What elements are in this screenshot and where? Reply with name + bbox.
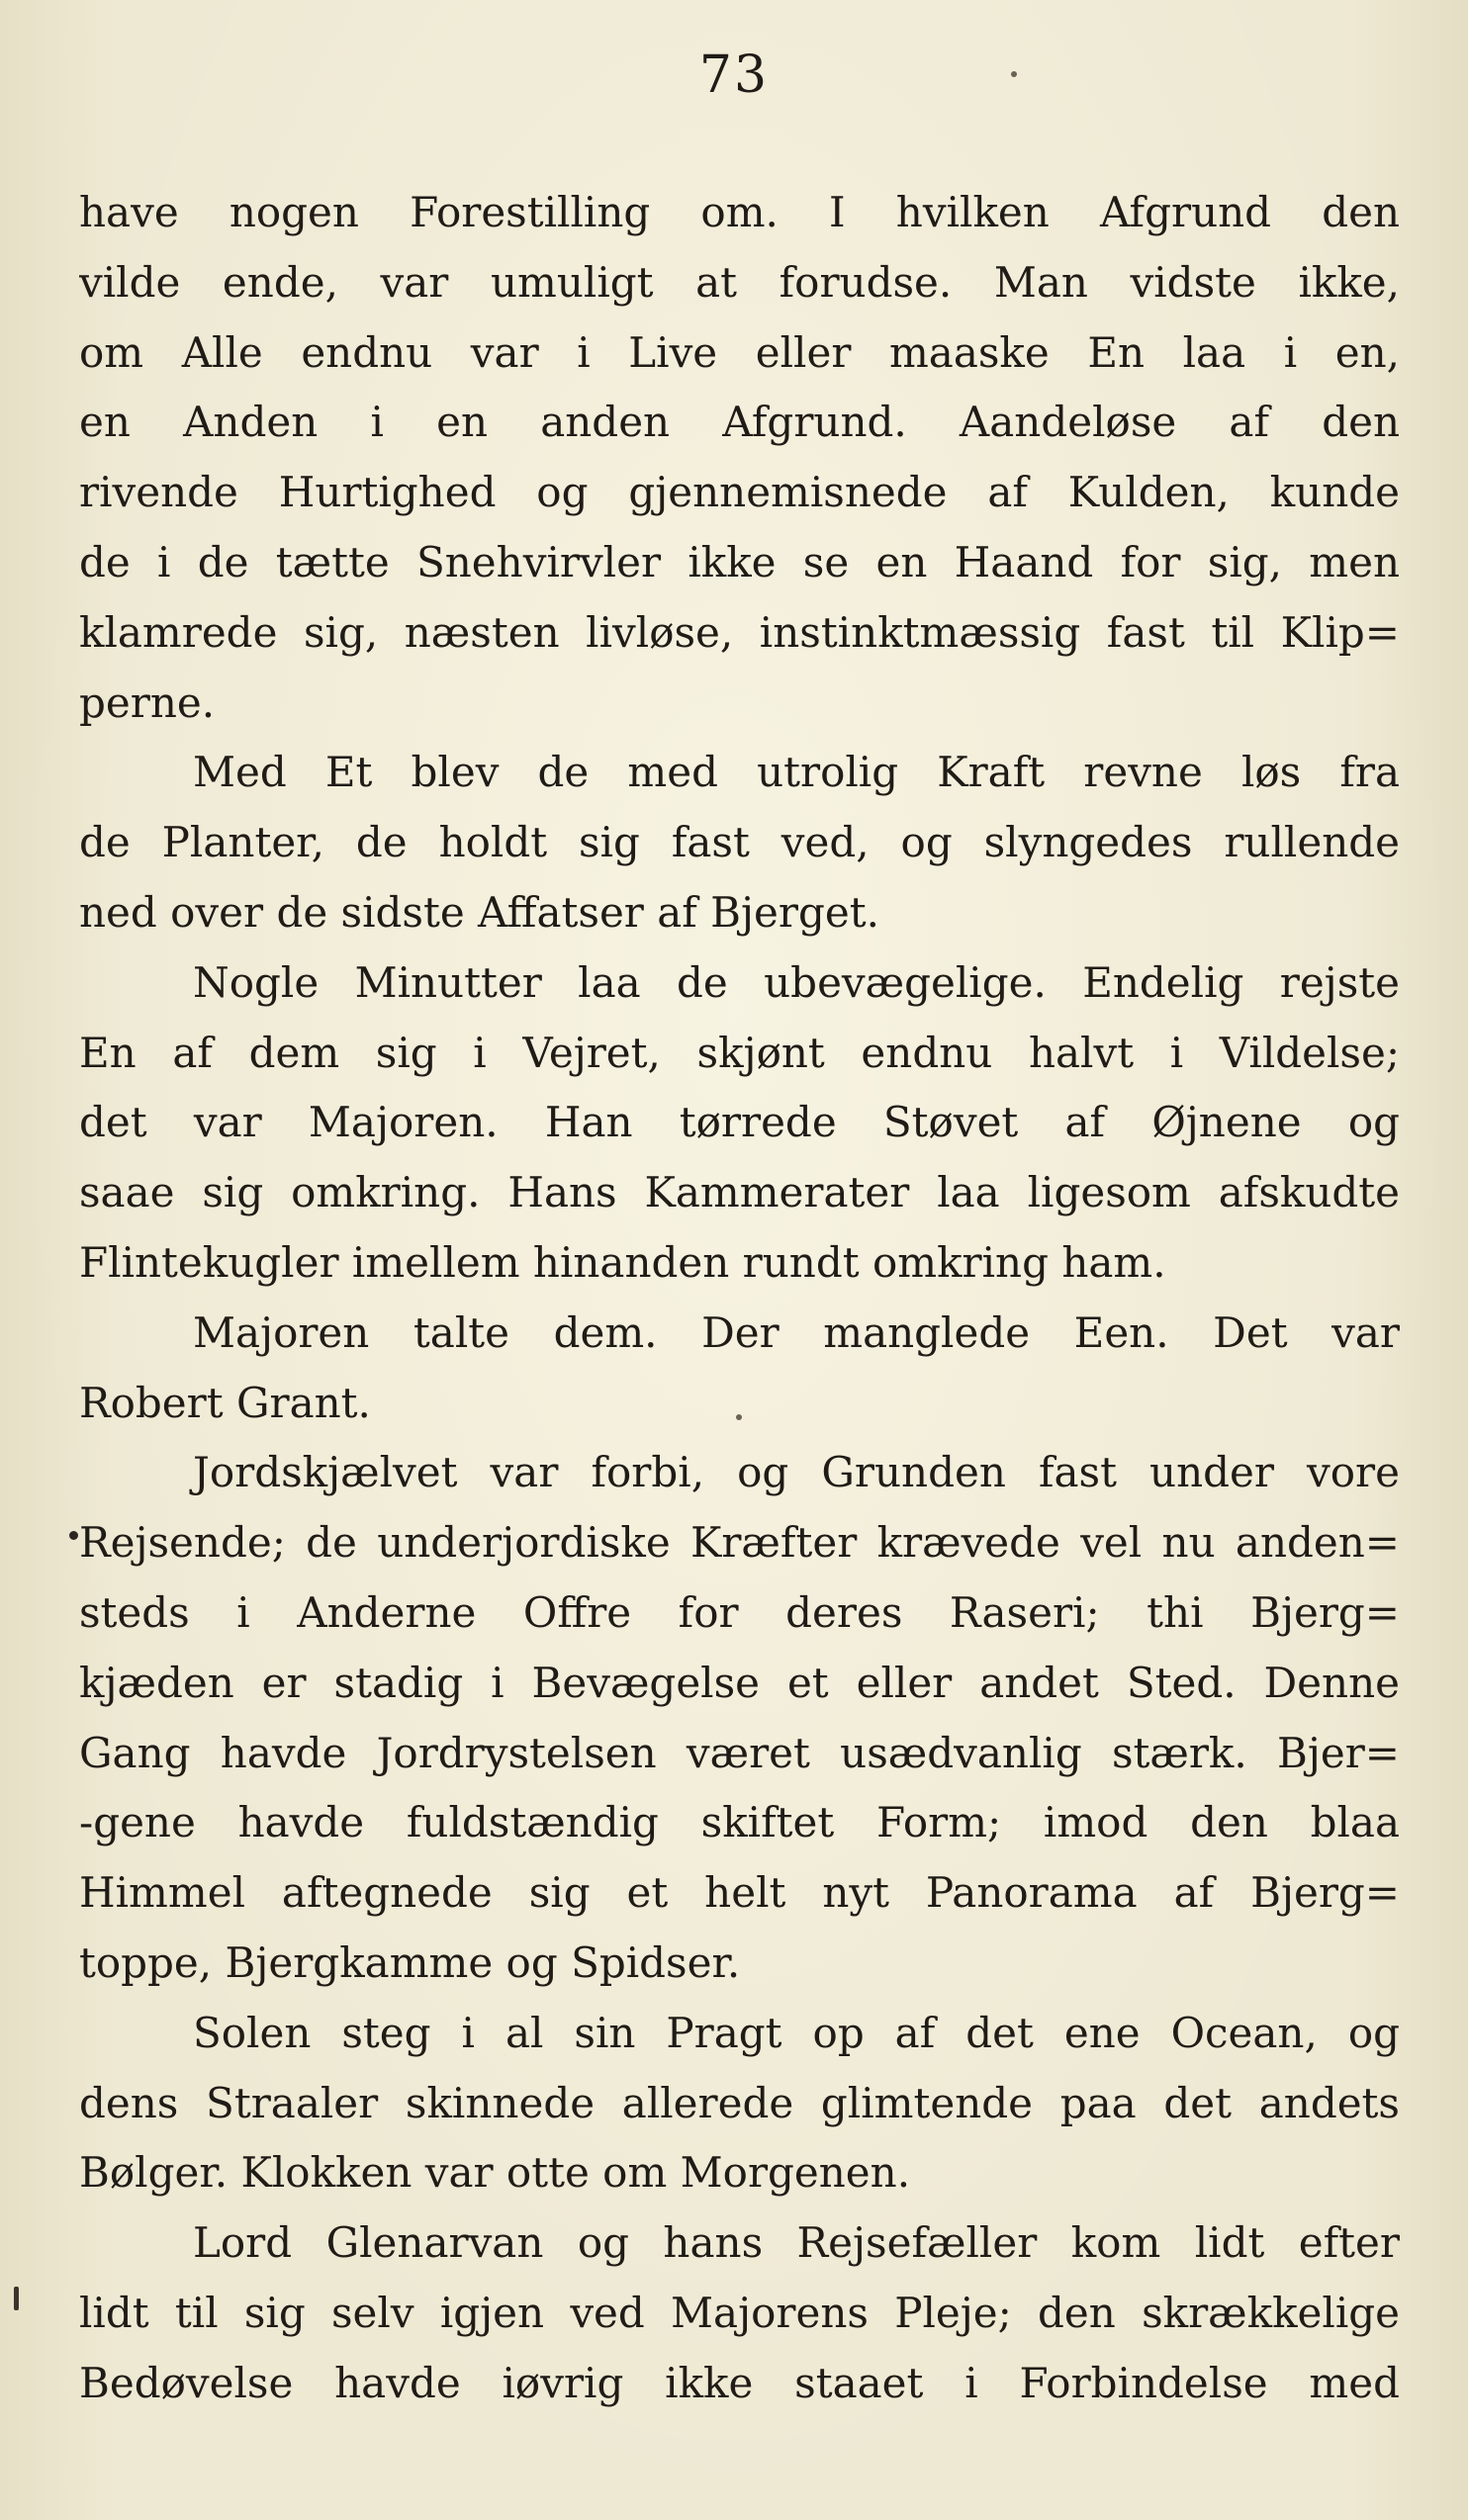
text-line-30: Lord Glenarvan og hans Rejsefæller kom lidt efter: [193, 2218, 1400, 2268]
text-line-5: rivende Hurtighed og gjennemisnede af Kulden, kunde: [79, 468, 1400, 517]
text-line-1: have nogen Forestilling om. I hvilken Afgrund den: [79, 188, 1400, 236]
text-line-13: En af dem sig i Vejret, skjønt endnu halvt i Vildelse;: [79, 1028, 1400, 1077]
text-line-29: Bølger. Klokken var otte om Morgenen.: [79, 2148, 911, 2198]
paper-speck: [736, 1414, 742, 1420]
text-line-3: om Alle endnu var i Live eller maaske En laa i en,: [79, 327, 1400, 377]
text-line-28: dens Straaler skinnede allerede glimtende paa det andets: [79, 2078, 1400, 2127]
body-text: [79, 178, 1400, 2419]
text-line-8: perne.: [79, 677, 216, 727]
text-line-32: Bedøvelse havde iøvrig ikke staaet i Forbindelse med: [79, 2358, 1400, 2407]
paper-speck: [1011, 71, 1017, 77]
margin-tick-mark: [14, 2287, 19, 2310]
text-line-21: steds i Anderne Offre for deres Raseri; thi Bjerg=: [79, 1587, 1400, 1637]
margin-dot-mark: [69, 1531, 78, 1540]
text-line-19: Jordskjælvet var forbi, og Grunden fast under vore: [193, 1448, 1400, 1497]
text-line-18: Robert Grant.: [79, 1378, 371, 1427]
text-line-27: Solen steg i al sin Pragt op af det ene Ocean, og: [193, 2008, 1400, 2057]
text-line-6: de i de tætte Snehvirvler ikke se en Haand for sig, men: [79, 537, 1400, 586]
text-line-24: -gene havde fuldstændig skiftet Form; imod den blaa: [79, 1798, 1400, 1847]
text-line-2: vilde ende, var umuligt at forudse. Man vidste ikke,: [79, 257, 1400, 307]
text-line-23: Gang havde Jordrystelsen været usædvanlig stærk. Bjer=: [79, 1728, 1400, 1777]
text-line-14: det var Majoren. Han tørrede Støvet af Øjnene og: [79, 1098, 1400, 1147]
text-line-4: en Anden i en anden Afgrund. Aandeløse af den: [79, 398, 1400, 447]
text-line-25: Himmel aftegnede sig et helt nyt Panorama af Bjerg=: [79, 1868, 1400, 1918]
text-line-9: Med Et blev de med utrolig Kraft revne løs fra: [193, 748, 1400, 797]
text-line-16: Flintekugler imellem hinanden rundt omkring ham.: [79, 1237, 1166, 1287]
text-line-10: de Planter, de holdt sig fast ved, og slyngedes rullende: [79, 818, 1400, 867]
text-line-12: Nogle Minutter laa de ubevægelige. Endelig rejste: [193, 957, 1400, 1007]
text-line-20: Rejsende; de underjordiske Kræfter krævede vel nu anden=: [79, 1518, 1400, 1568]
text-line-22: kjæden er stadig i Bevægelse et eller andet Sted. Denne: [79, 1658, 1400, 1707]
page-number: 73: [698, 45, 770, 105]
text-line-7: klamrede sig, næsten livløse, instinktmæssig fast til Klip=: [79, 607, 1400, 657]
text-line-31: lidt til sig selv igjen ved Majorens Pleje; den skrækkelige: [79, 2288, 1400, 2337]
text-line-17: Majoren talte dem. Der manglede Een. Det var: [193, 1307, 1400, 1357]
text-line-15: saae sig omkring. Hans Kammerater laa ligesom afskudte: [79, 1168, 1400, 1217]
text-line-11: ned over de sidste Affatser af Bjerget.: [79, 887, 879, 937]
text-line-26: toppe, Bjergkamme og Spidser.: [79, 1937, 741, 1987]
